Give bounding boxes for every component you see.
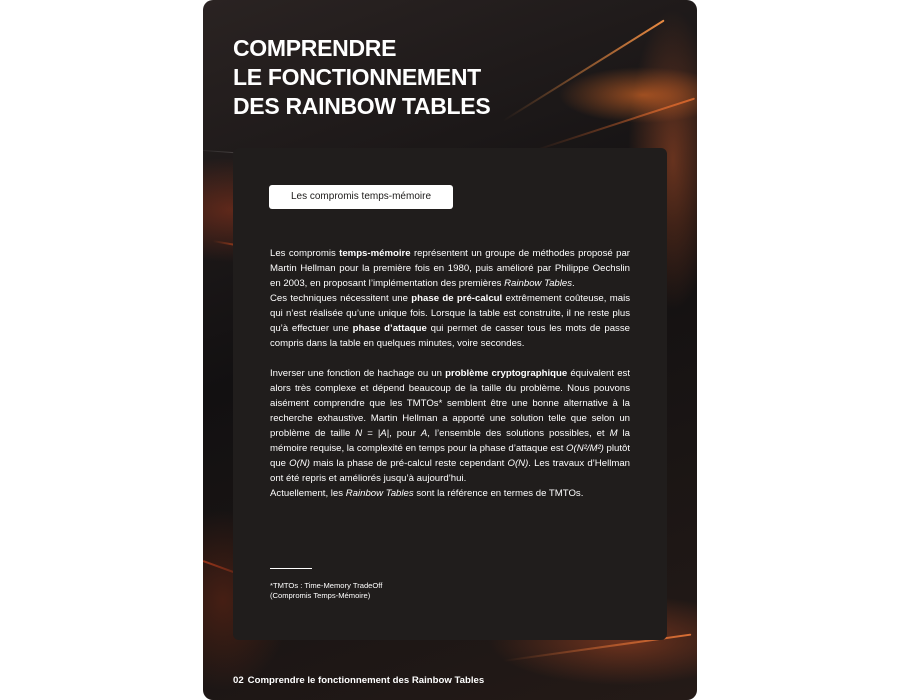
paragraph bbox=[270, 486, 630, 501]
footer-title: Comprendre le fonctionnement des Rainbow Tables bbox=[247, 675, 485, 686]
italic-text: Rainbow Tables bbox=[504, 278, 573, 289]
light-streak-decoration bbox=[502, 19, 664, 121]
content-card bbox=[233, 148, 667, 640]
paragraph bbox=[270, 291, 630, 351]
italic-text: O(N) bbox=[507, 458, 529, 469]
italic-text: Rainbow Tables bbox=[345, 488, 414, 499]
section-label: Les compromis temps-mémoire bbox=[269, 185, 453, 209]
bold-text: temps-mémoire bbox=[339, 248, 411, 259]
italic-text: A bbox=[420, 428, 428, 439]
page-footer bbox=[233, 675, 488, 686]
footnote bbox=[270, 581, 382, 601]
italic-text: O(N²/M²) bbox=[566, 443, 604, 454]
text-run: la mémoire requise, la complexité en temps pour la phase d’attaque est bbox=[270, 428, 630, 454]
page-title bbox=[233, 34, 490, 121]
text-run: extrêmement coûteuse, mais qui n’est réalisée qu’une unique fois. Lorsque la table est construite, il ne reste plus qu’à effectuer une bbox=[270, 293, 630, 334]
text-run: , pour bbox=[389, 428, 421, 439]
paragraph bbox=[270, 366, 630, 486]
text-run: plutôt que bbox=[270, 443, 630, 469]
page-number: 02 bbox=[233, 675, 244, 686]
text-run: . Les travaux d’Hellman ont été repris et améliorés jusqu’à aujourd’hui. bbox=[270, 458, 630, 484]
paragraph bbox=[270, 246, 630, 291]
bold-text: phase d’attaque bbox=[352, 323, 427, 334]
document-page bbox=[203, 0, 697, 700]
text-run: Les compromis bbox=[270, 248, 340, 259]
bold-text: problème cryptographique bbox=[445, 368, 568, 379]
body-text bbox=[270, 246, 630, 501]
text-run: Inverser une fonction de hachage ou un bbox=[270, 368, 446, 379]
text-run: , l’ensemble des solutions possibles, et bbox=[427, 428, 610, 439]
text-run: représentent un groupe de méthodes proposé par Martin Hellman pour la première fois en 1980, puis amélioré par Philippe Oechslin en 2003, en proposant l’implémentation des premières bbox=[270, 248, 630, 289]
text-run: équivalent est alors très complexe et dépend beaucoup de la taille du problème. Nous pouvons aisément comprendre que les TMTOs* semblent être une bonne alternative à la recherche exhaustive. Martin Hellman a apporté une solution telle que selon un problème de taille bbox=[270, 368, 631, 439]
text-run: mais la phase de pré-calcul reste cependant bbox=[309, 458, 508, 469]
italic-text: M bbox=[609, 428, 618, 439]
footnote-line: *TMTOs : Time-Memory TradeOff bbox=[270, 581, 383, 590]
footnote-line: (Compromis Temps-Mémoire) bbox=[270, 591, 371, 600]
italic-text: N = |A| bbox=[355, 428, 390, 439]
text-run: Actuellement, les bbox=[270, 488, 346, 499]
paragraph-spacer bbox=[270, 351, 630, 366]
title-line: LE FONCTIONNEMENT bbox=[233, 64, 481, 90]
text-run: sont la référence en termes de TMTOs. bbox=[413, 488, 584, 499]
title-line: DES RAINBOW TABLES bbox=[233, 93, 491, 119]
text-run: . bbox=[572, 278, 575, 289]
title-line: COMPRENDRE bbox=[233, 35, 397, 61]
footnote-divider bbox=[270, 568, 312, 569]
italic-text: O(N) bbox=[289, 458, 310, 469]
text-run: Ces techniques nécessitent une bbox=[270, 293, 412, 304]
text-run: qui permet de casser tous les mots de passe compris dans la table en quelques minutes, voire secondes. bbox=[270, 323, 630, 349]
bold-text: phase de pré-calcul bbox=[411, 293, 503, 304]
light-streak-decoration bbox=[533, 98, 695, 152]
